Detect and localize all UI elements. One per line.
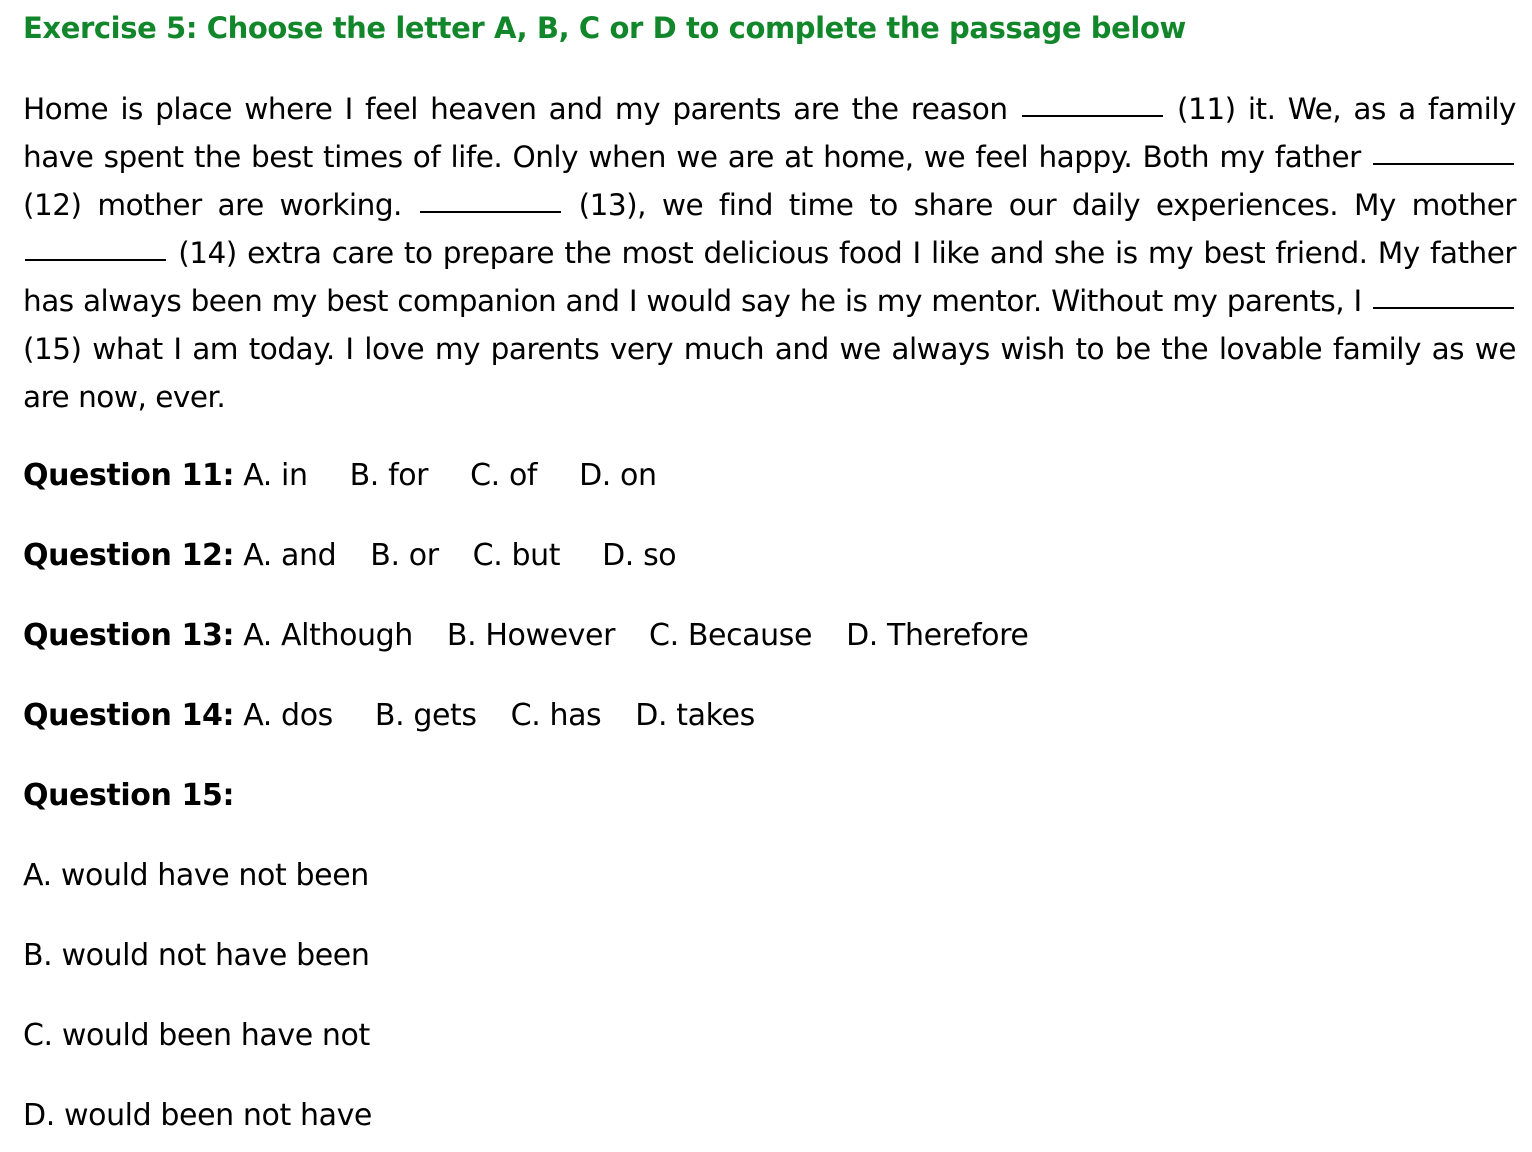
question-14 — [23, 696, 755, 736]
question-15-label: Question 15: — [23, 778, 235, 813]
question-15 — [23, 776, 234, 816]
question-13-option-c: C. Because — [649, 618, 813, 653]
question-14-option-a: A. dos — [243, 698, 333, 733]
question-15-option-b: B. would not have been — [23, 938, 370, 973]
question-15-option-d: D. would been not have — [23, 1098, 372, 1133]
question-12-option-c: C. but — [472, 538, 561, 573]
question-13-option-d: D. Therefore — [846, 618, 1029, 653]
question-13-option-a: A. Although — [243, 618, 413, 653]
question-13-label: Question 13: — [23, 618, 235, 653]
question-12-option-d: D. so — [602, 538, 677, 573]
question-15-option-a: A. would have not been — [23, 858, 369, 893]
question-11-option-a: A. in — [243, 458, 308, 493]
question-14-option-c: C. has — [510, 698, 602, 733]
passage-text-3: (12) mother are working. — [23, 188, 402, 222]
passage-text-1: Home is place where I feel heaven and my parents are the reason — [23, 92, 1008, 126]
blank-14 — [25, 259, 166, 261]
blank-13 — [420, 211, 561, 213]
passage-text-6: (15) what I am today. I love my parents very much and we always wish to be the lovable family as we are now, ever. — [23, 332, 1516, 414]
passage-text-4: (13), we find time to share our daily experiences. My mother — [578, 188, 1516, 222]
passage — [23, 85, 1516, 421]
blank-15 — [1373, 307, 1514, 309]
question-11 — [23, 456, 657, 496]
question-12-option-b: B. or — [370, 538, 439, 573]
question-12-option-a: A. and — [243, 538, 337, 573]
question-13-option-b: B. However — [446, 618, 616, 653]
question-15-option-c: C. would been have not — [23, 1018, 370, 1053]
question-11-option-b: B. for — [349, 458, 429, 493]
passage-text-5: (14) extra care to prepare the most delicious food I like and she is my best friend. My father has always been my best companion and I would say he is my mentor. Without my parents, I — [23, 236, 1516, 318]
question-11-option-c: C. of — [470, 458, 538, 493]
question-12-label: Question 12: — [23, 538, 235, 573]
question-12 — [23, 536, 676, 576]
question-14-option-b: B. gets — [374, 698, 477, 733]
passage-text-2: (11) it. We, as a family have spent the best times of life. Only when we are at home, we feel happy. Both my father — [23, 92, 1516, 174]
question-14-label: Question 14: — [23, 698, 235, 733]
exercise-title: Exercise 5: Choose the letter A, B, C or D to complete the passage below — [23, 11, 1186, 45]
question-14-option-d: D. takes — [635, 698, 755, 733]
blank-12 — [1373, 163, 1514, 165]
blank-11 — [1022, 115, 1163, 117]
question-13 — [23, 616, 1028, 656]
question-11-label: Question 11: — [23, 458, 235, 493]
question-11-option-d: D. on — [579, 458, 657, 493]
